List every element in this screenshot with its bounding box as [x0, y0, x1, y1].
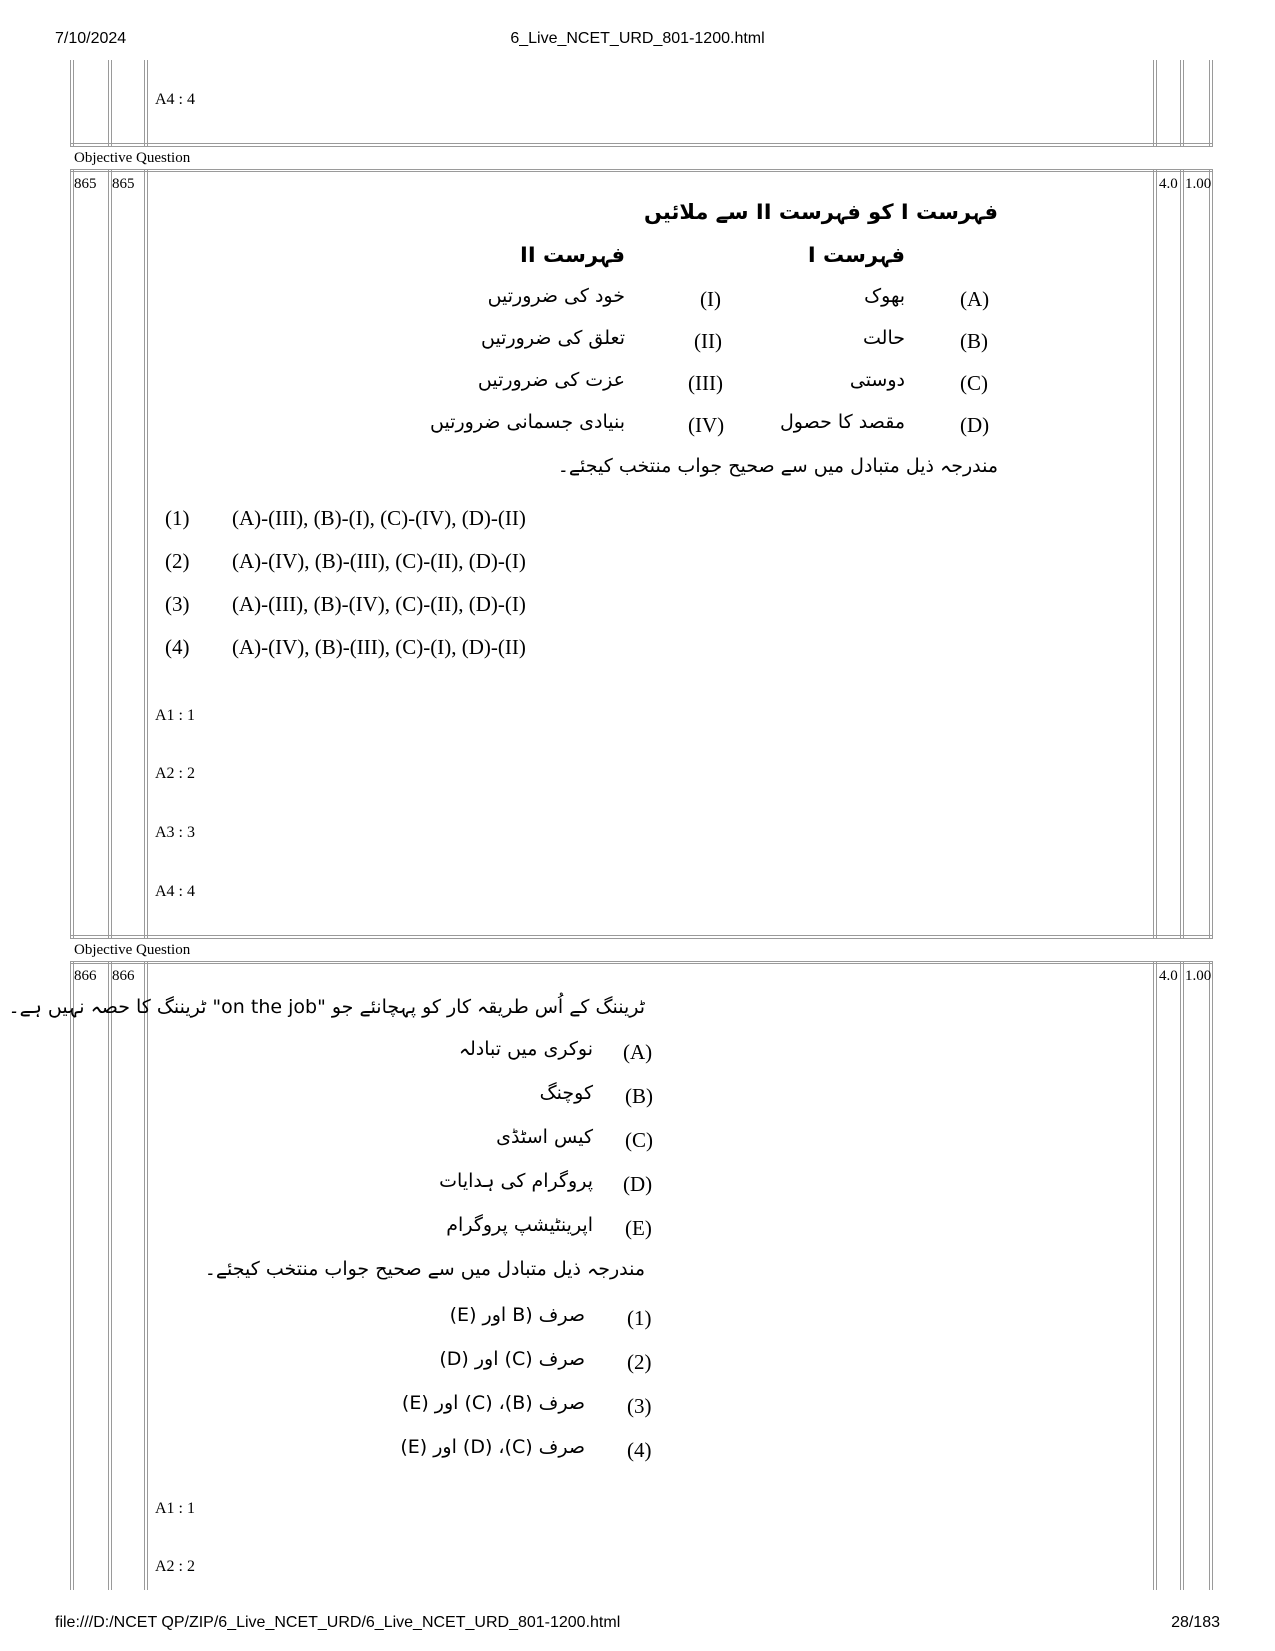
instruction-text: مندرجہ ذیل متبادل میں سے صحیح جواب منتخب کیجئے۔: [204, 1258, 645, 1280]
question-negative-marks: 1.00: [1185, 176, 1212, 192]
question-number: 866: [74, 968, 97, 984]
question-stem: ٹریننگ کے اُس طریقہ کار کو پہچانئے جو "on the job" ٹریننگ کا حصہ نہیں ہے۔: [8, 996, 645, 1018]
question-id: 866: [112, 968, 135, 984]
question-marks: 4.0: [1159, 176, 1178, 192]
question-negative-marks: 1.00: [1185, 968, 1212, 984]
question-number: 865: [74, 176, 97, 192]
section-bar-865: [70, 146, 1213, 170]
answer-option-2: A2 : 2: [155, 1558, 195, 1575]
answer-option-4: A4 : 4: [155, 883, 195, 900]
list-2-title: فہرست II: [520, 243, 625, 267]
match-heading: فہرست I کو فہرست II سے ملائیں: [644, 200, 998, 224]
file-path: file:///D:/NCET QP/ZIP/6_Live_NCET_URD/6_Live_NCET_URD_801-1200.html: [55, 1614, 621, 1631]
instruction-text: مندرجہ ذیل متبادل میں سے صحیح جواب منتخب کیجئے۔: [557, 455, 998, 477]
answer-option-3: A3 : 3: [155, 824, 195, 841]
answer-option-2: A2 : 2: [155, 765, 195, 782]
list-1-title: فہرست I: [807, 243, 905, 267]
prev-answer-4: A4 : 4: [155, 91, 195, 108]
question-marks: 4.0: [1159, 968, 1178, 984]
answer-option-1: A1 : 1: [155, 1500, 195, 1517]
section-bar-866: [70, 938, 1213, 962]
question-id: 865: [112, 176, 135, 192]
print-date: 7/10/2024: [55, 30, 127, 47]
section-label: Objective Question: [74, 150, 191, 166]
answer-option-1: A1 : 1: [155, 707, 195, 724]
page-number: 28/183: [1171, 1614, 1220, 1631]
print-title: 6_Live_NCET_URD_801-1200.html: [510, 30, 765, 47]
section-label: Objective Question: [74, 942, 191, 958]
